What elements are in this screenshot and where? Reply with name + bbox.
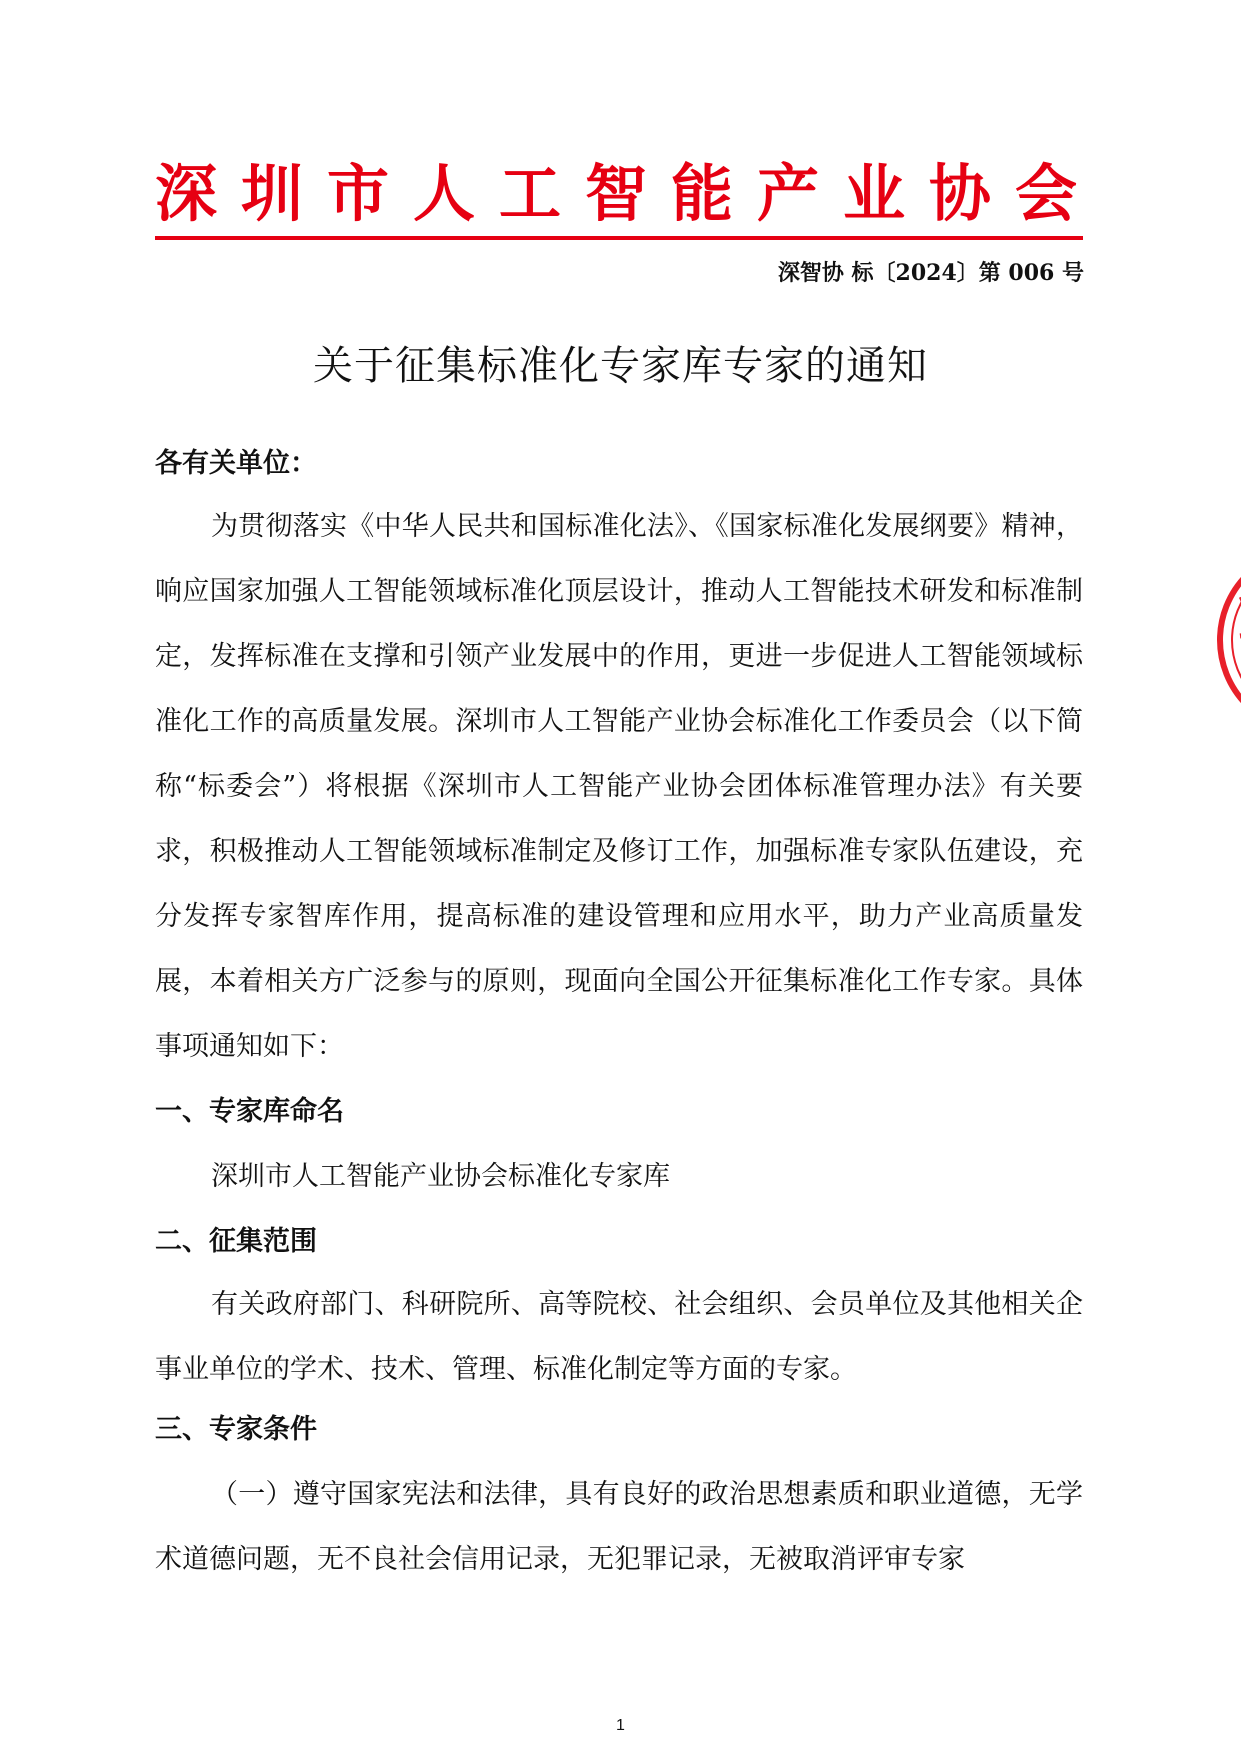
document-title: 关于征集标准化专家库专家的通知 (313, 343, 928, 389)
document-number: 深智协 标〔2024〕第 006 号 (777, 260, 1084, 286)
header-red-rule (155, 236, 1083, 240)
section-heading-conditions: 三、专家条件 (155, 1414, 317, 1445)
section-text-naming: 深圳市人工智能产业协会标准化专家库 (211, 1161, 670, 1192)
section-heading-naming: 一、专家库命名 (155, 1096, 344, 1127)
section-heading-scope: 二、征集范围 (155, 1226, 317, 1257)
section-text-scope: 有关政府部门、科研院所、高等院校、社会组织、会员单位及其他相关企事业单位的学术、技术、管理、标准化制定等方面的专家。 (155, 1289, 1083, 1385)
salutation: 各有关单位： (155, 448, 317, 479)
intro-paragraph: 为贯彻落实《中华人民共和国标准化法》、《国家标准化发展纲要》精神，响应国家加强人工智能领域标准化顶层设计，推动人工智能技术研发和标准制定，发挥标准在支撑和引领产业发展中的作用，更进一步促进人工智能领域标准化工作的高质量发展。深圳市人工智能产业协会标准化工作委员会（以下简称“标委会”）将根据《深圳市人工智能产业协会团体标准管理办法》有关要求，积极推动人工智能领域标准制定及修订工作，加强标准专家队伍建设，充分发挥专家智库作用，提高标准的建设管理和应用水平，助力产业高质量发展，本着相关方广泛参与的原则，现面向全国公开征集标准化工作专家。具体事项通知如下： (155, 511, 1083, 1062)
page-number: 1 (616, 1717, 625, 1734)
section-text-conditions: （一）遵守国家宪法和法律，具有良好的政治思想素质和职业道德，无学术道德问题，无不良社会信用记录，无犯罪记录，无被取消评审专家 (155, 1479, 1083, 1575)
organization-header: 深圳市人工智能产业协会 (155, 157, 1083, 230)
official-seal-icon (1200, 540, 1241, 740)
